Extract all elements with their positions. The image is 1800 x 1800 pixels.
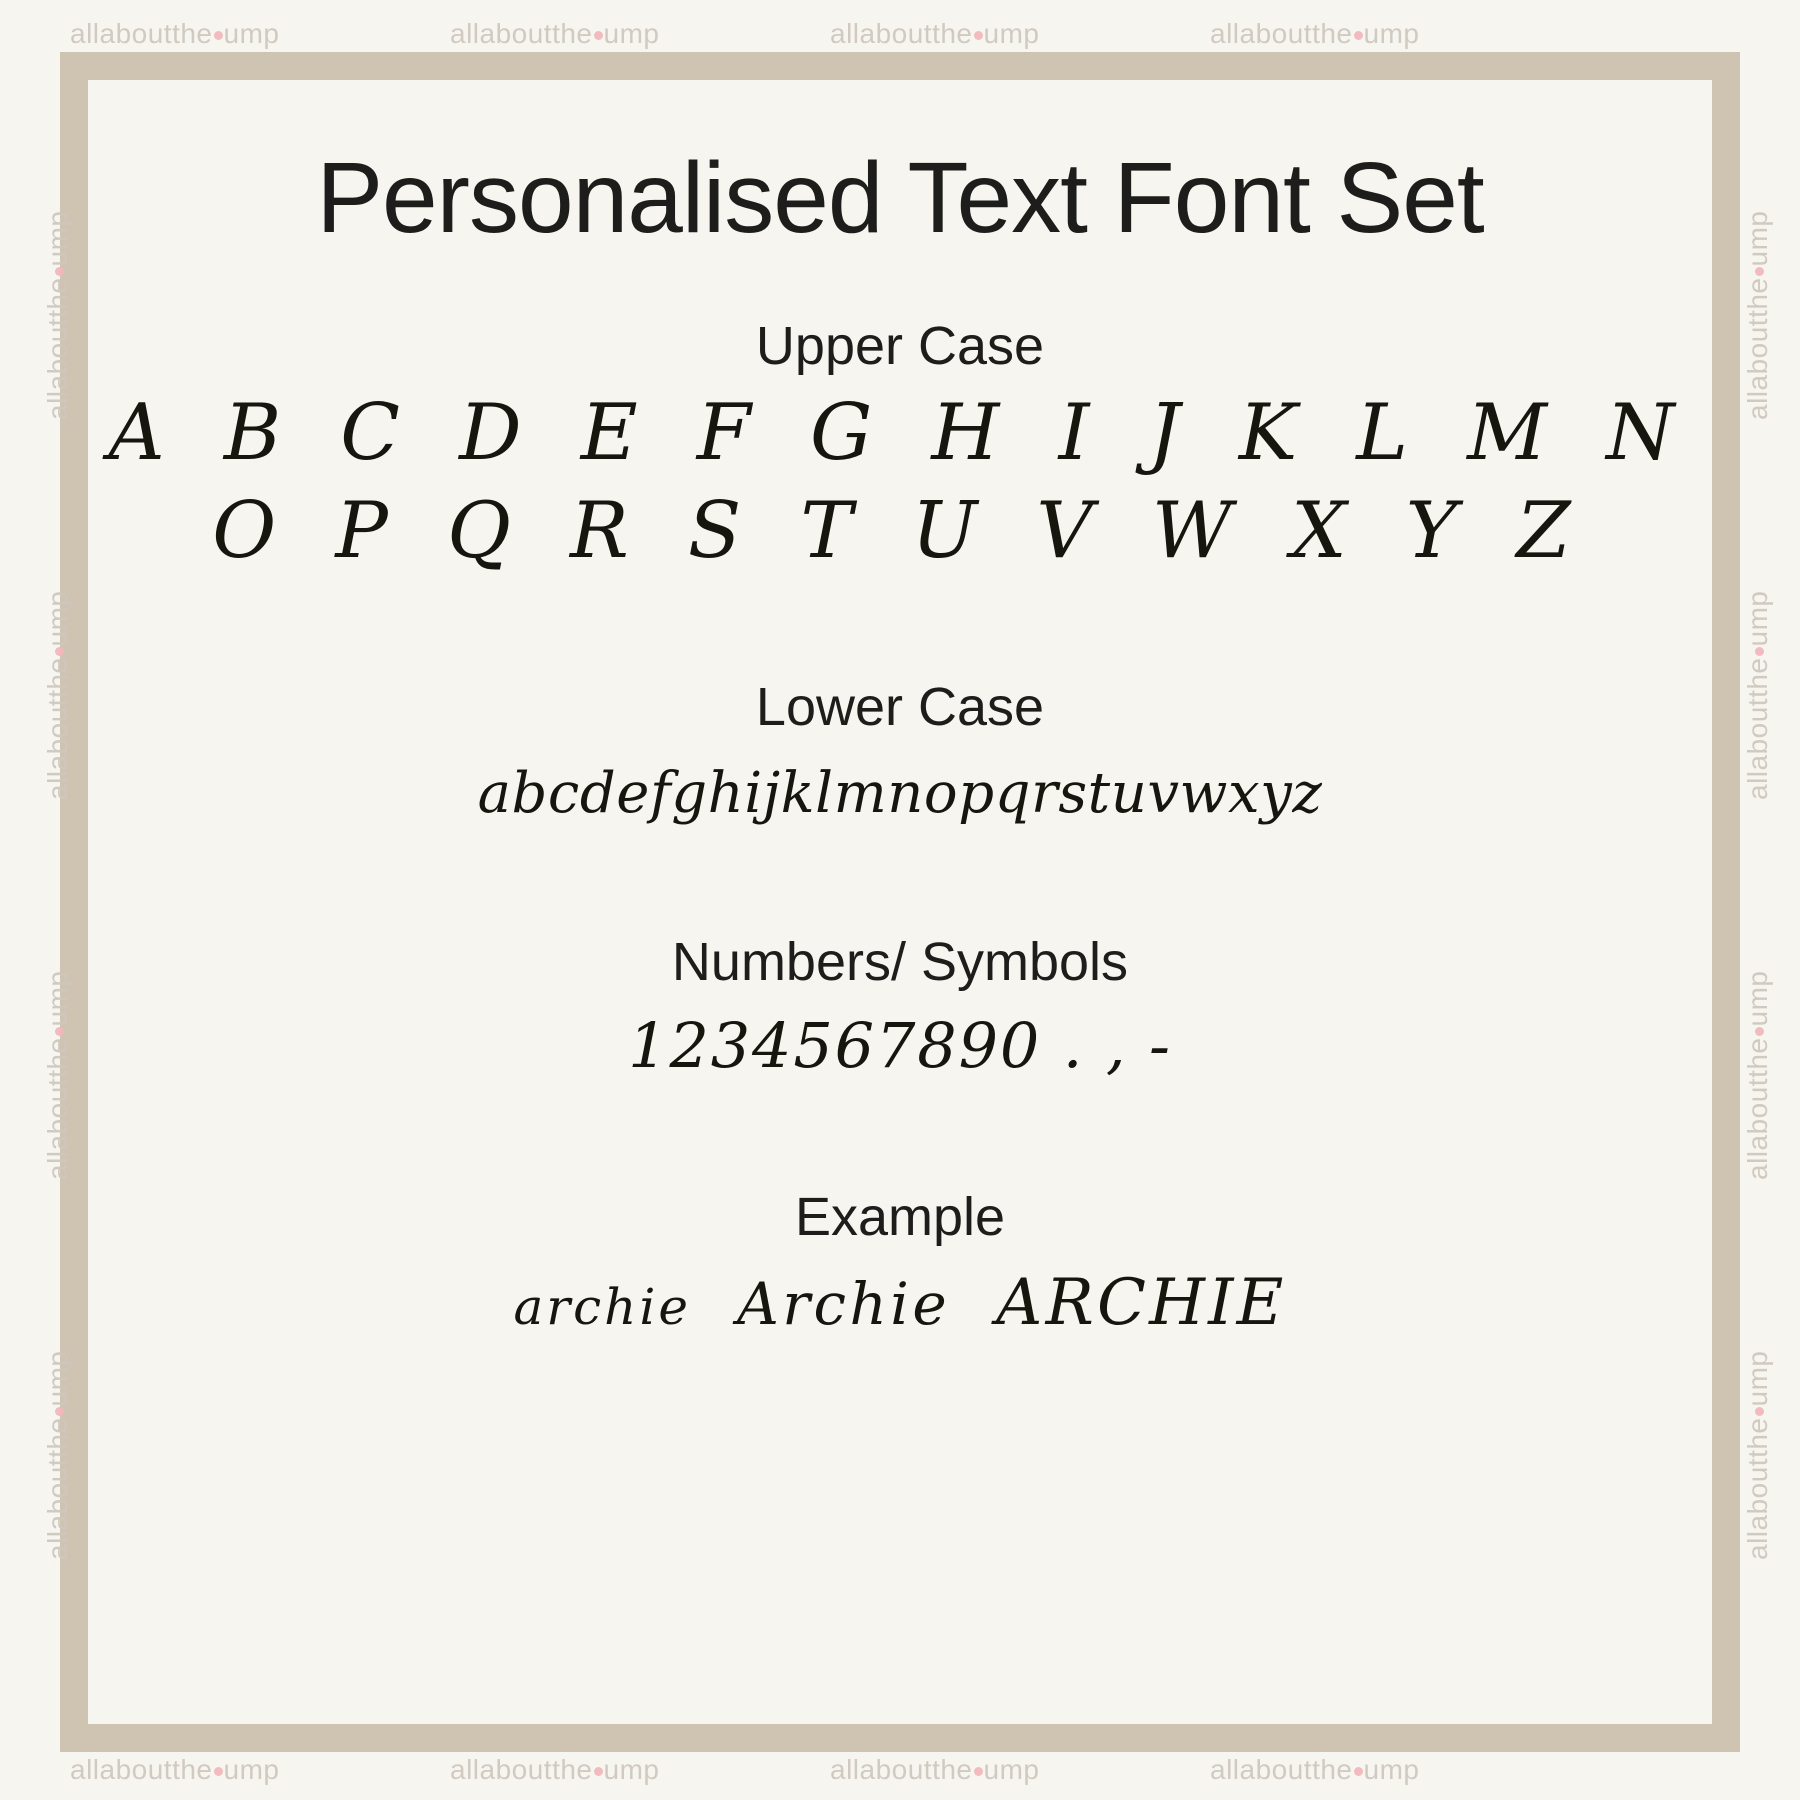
watermark-text: allaboutthe [1742, 1037, 1773, 1180]
watermark-text: ump [603, 1754, 660, 1785]
heart-dot-icon [1354, 31, 1363, 40]
watermark-text: ump [1742, 970, 1773, 1027]
example-lowercase: archie [513, 1278, 691, 1337]
section-numbers-symbols [88, 931, 1712, 1082]
heart-dot-icon [1755, 647, 1764, 656]
watermark-text: allaboutthe [1742, 657, 1773, 800]
section-heading-lower-case: Lower Case [755, 677, 1045, 737]
example-titlecase: Archie [736, 1270, 951, 1339]
watermark-bottom-1 [70, 1754, 279, 1786]
section-heading-numbers-symbols: Numbers/ Symbols [671, 932, 1129, 993]
page-title: Personalised Text Font Set [316, 142, 1484, 254]
watermark-text: allaboutthe [42, 277, 73, 420]
section-example [88, 1186, 1712, 1340]
poster-frame-inner [88, 80, 1712, 1724]
section-heading-upper-case: Upper Case [755, 316, 1045, 376]
watermark-top-4 [1210, 18, 1419, 50]
watermark-text: ump [42, 1350, 73, 1407]
heart-dot-icon [214, 1767, 223, 1776]
heart-dot-icon [974, 1767, 983, 1776]
section-heading-example: Example [794, 1187, 1006, 1248]
watermark-text: ump [1742, 1350, 1773, 1407]
watermark-text: allaboutthe [830, 18, 973, 49]
watermark-text: allaboutthe [830, 1754, 973, 1785]
watermark-bottom-3 [830, 1754, 1039, 1786]
heart-dot-icon [1755, 1027, 1764, 1036]
numbers-symbols-row-1: 1234567890 . , - [628, 1009, 1172, 1083]
poster-content [88, 80, 1712, 1724]
watermark-text: allaboutthe [1210, 18, 1353, 49]
watermark-text: ump [42, 970, 73, 1027]
lower-case-row-1: abcdefghijklmnopqrstuvwxyz [477, 761, 1323, 826]
heart-dot-icon [1354, 1767, 1363, 1776]
watermark-top-1 [70, 18, 279, 50]
watermark-text: allaboutthe [42, 657, 73, 800]
heart-dot-icon [1755, 1407, 1764, 1416]
watermark-text: ump [223, 18, 280, 49]
section-lower-case [88, 676, 1712, 827]
heart-dot-icon [974, 31, 983, 40]
heart-dot-icon [594, 31, 603, 40]
upper-case-row-1: A B C D E F G H I J K L M N [108, 388, 1692, 478]
watermark-text: allaboutthe [1742, 277, 1773, 420]
watermark-top-2 [450, 18, 659, 50]
watermark-text: ump [983, 18, 1040, 49]
watermark-text: ump [42, 590, 73, 647]
watermark-text: ump [1742, 210, 1773, 267]
watermark-right-4 [1742, 1351, 1774, 1560]
watermark-right-2 [1742, 591, 1774, 800]
watermark-bottom-4 [1210, 1754, 1419, 1786]
watermark-text: ump [42, 210, 73, 267]
heart-dot-icon [214, 31, 223, 40]
watermark-text: allaboutthe [70, 1754, 213, 1785]
example-row [88, 1266, 1712, 1340]
watermark-text: allaboutthe [450, 1754, 593, 1785]
poster-frame [60, 52, 1740, 1752]
watermark-text: ump [223, 1754, 280, 1785]
watermark-text: ump [1742, 590, 1773, 647]
watermark-right-3 [1742, 971, 1774, 1180]
watermark-text: ump [983, 1754, 1040, 1785]
watermark-text: allaboutthe [450, 18, 593, 49]
watermark-bottom-2 [450, 1754, 659, 1786]
watermark-text: ump [603, 18, 660, 49]
watermark-text: allaboutthe [42, 1037, 73, 1180]
watermark-text: ump [1363, 1754, 1420, 1785]
watermark-text: allaboutthe [1210, 1754, 1353, 1785]
upper-case-row-2: O P Q R S T U V W X Y Z [212, 485, 1588, 576]
watermark-top-3 [830, 18, 1039, 50]
watermark-text: allaboutthe [42, 1417, 73, 1560]
watermark-right-1 [1742, 211, 1774, 420]
heart-dot-icon [594, 1767, 603, 1776]
example-uppercase: ARCHIE [996, 1266, 1287, 1341]
watermark-text: allaboutthe [70, 18, 213, 49]
heart-dot-icon [1755, 267, 1764, 276]
watermark-text: ump [1363, 18, 1420, 49]
watermark-text: allaboutthe [1742, 1417, 1773, 1560]
section-upper-case [88, 315, 1712, 580]
